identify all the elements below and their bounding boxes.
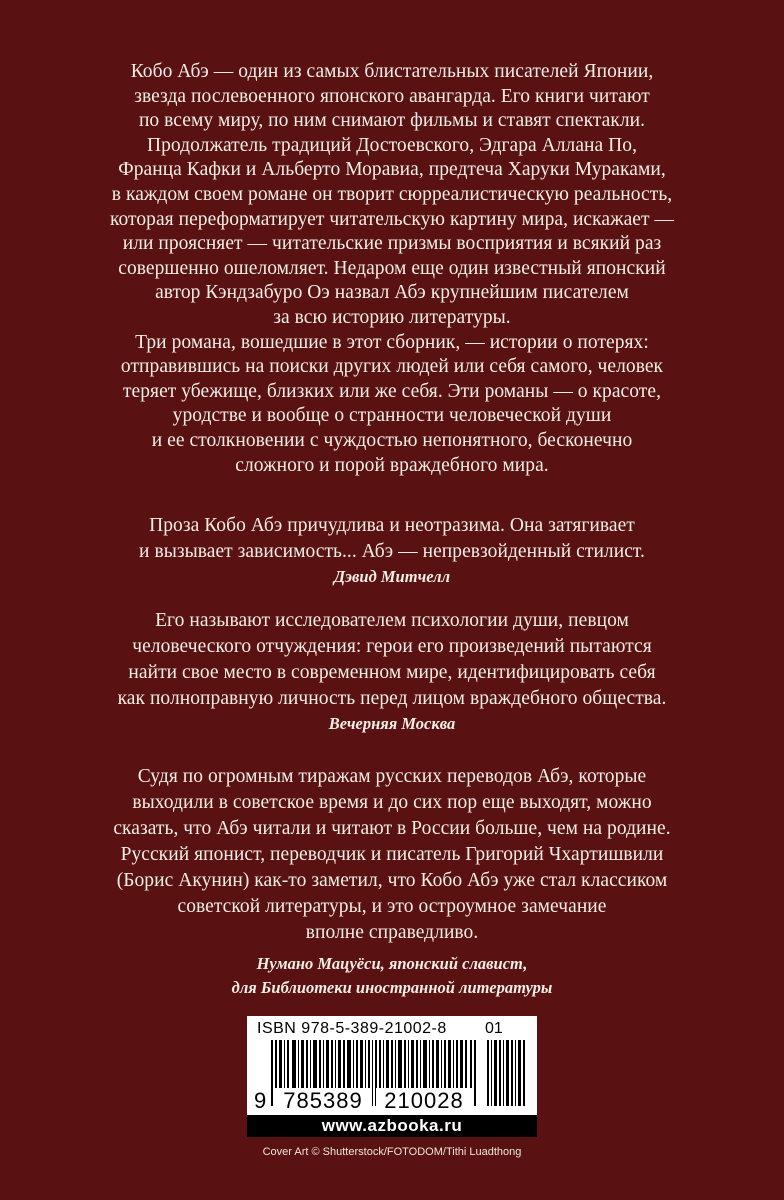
quote-line: человеческого отчуждения: герои его произведений пытаются xyxy=(132,636,652,657)
quote-attribution: Вечерняя Москва xyxy=(328,714,456,733)
intro-line: сложного и порой враждебного мира. xyxy=(235,454,549,476)
cover-art-credits: Cover Art © Shutterstock/FOTODOM/Tithi Luadthong xyxy=(262,1146,522,1158)
publisher-url: www.azbooka.ru xyxy=(247,1115,537,1137)
quote-line: Его называют исследователем психологии души, певцом xyxy=(155,610,629,631)
review-quote-mitchell xyxy=(60,513,724,589)
isbn-barcode xyxy=(247,1016,537,1137)
quote-line: Проза Кобо Абэ причудлива и неотразима. Она затягивает xyxy=(149,515,635,536)
intro-line: по всему миру, по ним снимают фильмы и ставят спектакли. xyxy=(138,110,646,132)
intro-line: Продолжатель традиций Достоевского, Эдгара Аллана По, xyxy=(146,134,638,156)
quote-line: найти свое место в современном мире, идентифицировать себя xyxy=(128,662,656,683)
intro-line: в каждом своем романе он творит сюрреалистическую реальность, xyxy=(111,183,673,205)
intro-line: Франца Кафки и Альберто Моравиа, предтеча Харуки Мураками, xyxy=(118,159,666,181)
quote-line: (Борис Акунин) как-то заметил, что Кобо Абэ уже стал классиком xyxy=(116,870,668,891)
quote-line: как полноправную личность перед лицом враждебного общества. xyxy=(117,688,667,709)
quote-line: сказать, что Абэ читали и читают в России больше, чем на родине. xyxy=(113,818,671,839)
intro-paragraph xyxy=(60,60,724,478)
intro-line: которая переформатирует читательскую картину мира, искажает — xyxy=(109,208,675,230)
intro-line: Кобо Абэ — один из самых блистательных писателей Японии, xyxy=(130,61,654,82)
intro-line: теряет убежище, близких или же себя. Эти романы — о красоте, xyxy=(122,380,662,402)
intro-line: автор Кэндзабуро Оэ назвал Абэ крупнейшим писателем xyxy=(155,282,629,304)
quote-attribution: Нумано Мацуёси, японский славист, xyxy=(256,954,528,973)
review-quote-numano xyxy=(60,764,724,1000)
quote-line: и вызывает зависимость... Абэ — непревзойденный стилист. xyxy=(139,541,645,562)
quote-attribution: для Библиотеки иностранной литературы xyxy=(231,978,553,997)
intro-line: за всю историю литературы. xyxy=(273,306,511,328)
barcode-digits-left: 785389 xyxy=(275,1088,371,1114)
intro-line: и ее столкновении с чуждостью непонятного, бесконечно xyxy=(151,429,633,451)
barcode-digit-first: 9 xyxy=(254,1088,267,1113)
intro-line: звезда послевоенного японского авангарда. Его книги читают xyxy=(134,85,650,107)
barcode-digits-right: 210028 xyxy=(376,1088,472,1114)
isbn-addon: 01 xyxy=(485,1020,503,1037)
intro-line: уродстве и вообще о странности человеческой души xyxy=(172,405,612,427)
quote-line: советской литературы, и это остроумное замечание xyxy=(177,896,607,917)
quote-line: выходили в советское время и до сих пор еще выходят, можно xyxy=(132,792,652,813)
quote-attribution: Дэвид Митчелл xyxy=(333,567,451,586)
quote-line: вполне справедливо. xyxy=(305,922,479,943)
review-quote-vechernyaya-moskva xyxy=(60,608,724,736)
isbn-number: ISBN 978-5-389-21002-8 xyxy=(257,1020,447,1037)
intro-line: отправившись на поиски других людей или себя самого, человек xyxy=(120,356,664,378)
quote-line: Русский японист, переводчик и писатель Григорий Чхартишвили xyxy=(120,844,664,865)
quote-line: Судя по огромным тиражам русских переводов Абэ, которые xyxy=(137,766,647,787)
intro-line: или проясняет — читательские призмы восприятия и всякий раз xyxy=(122,233,662,255)
intro-line: Три романа, вошедшие в этот сборник, — истории о потерях: xyxy=(135,331,649,353)
intro-line: совершенно ошеломляет. Недаром еще один известный японский xyxy=(118,257,666,279)
